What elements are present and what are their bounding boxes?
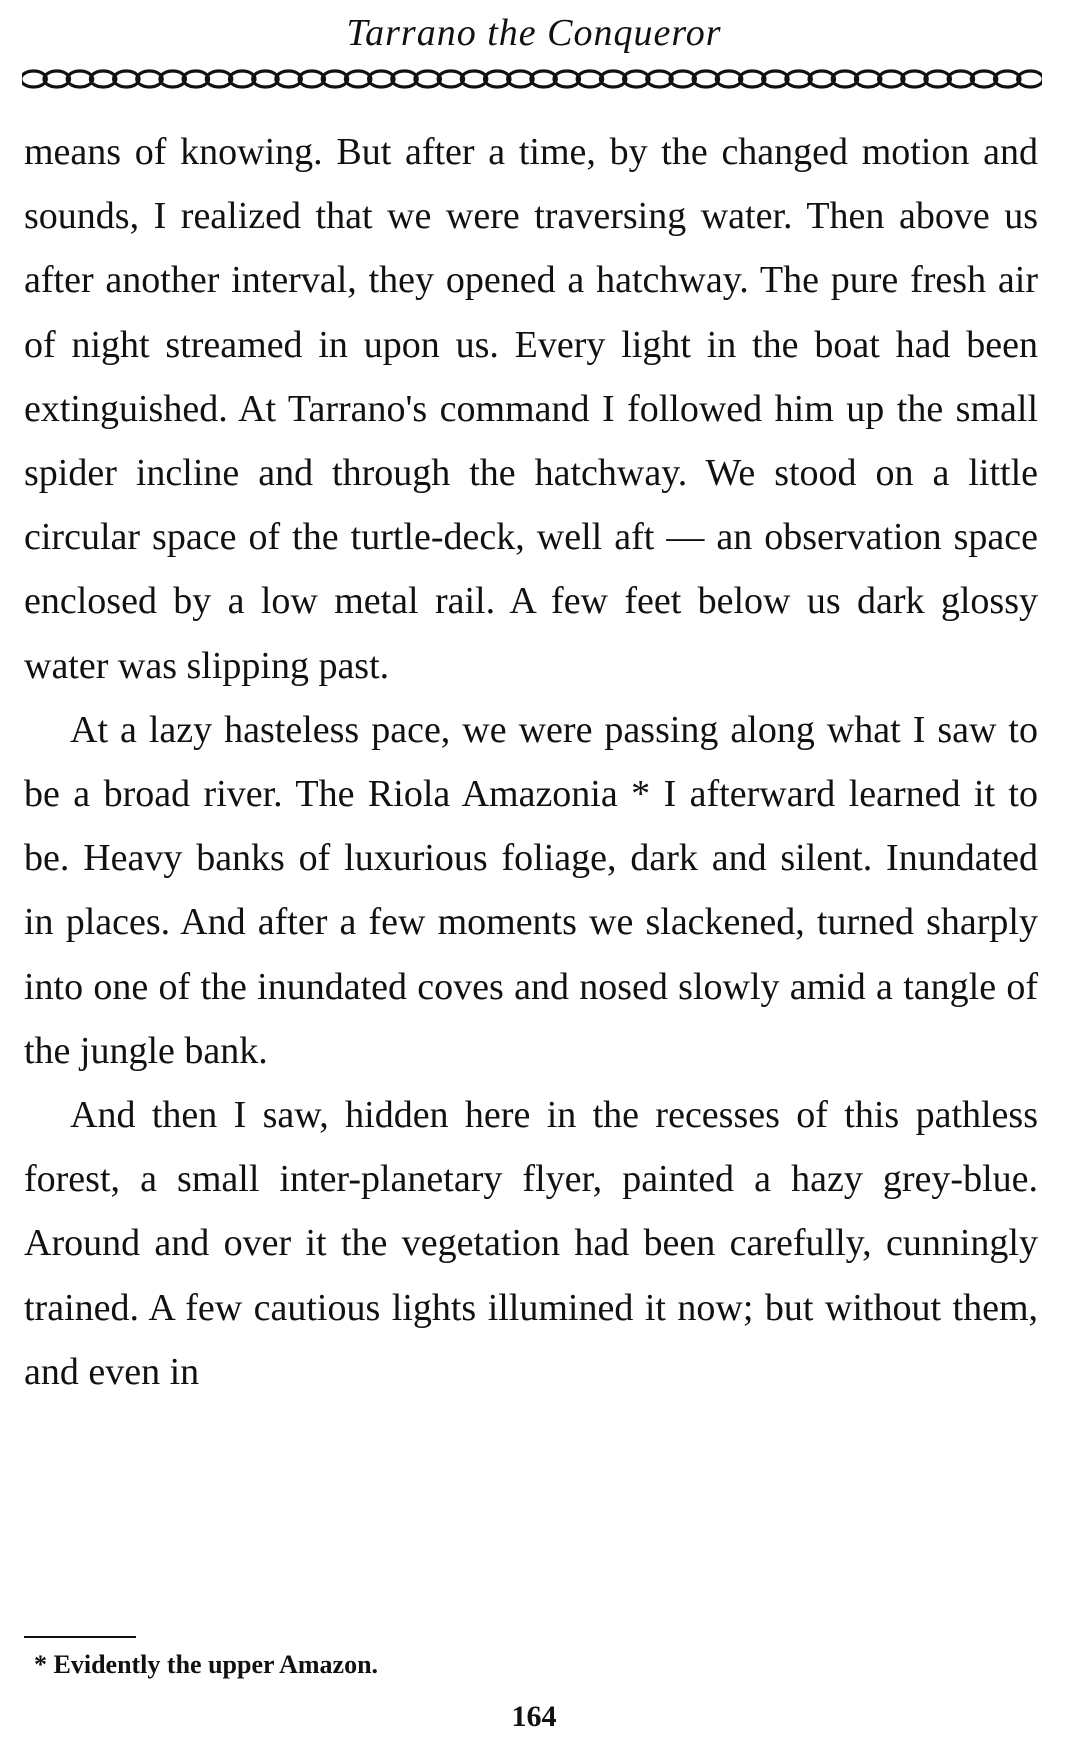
footnote-rule [24,1636,136,1638]
chain-ornament-rule [22,66,1042,92]
body-text [24,120,1038,1404]
running-title: Tarrano the Conqueror [346,12,722,54]
page-number: 164 [511,1700,557,1733]
footnote: * Evidently the upper Amazon. [34,1650,379,1679]
paragraph: And then I saw, hidden here in the recesses of this pathless forest, a small inter-planetary flyer, painted a hazy grey-blue. Around and over it the vegetation had been carefully, cunningly trained. A few cautious lights illumined it now; but without them, and even in [24,1094,1038,1393]
paragraph: At a lazy hasteless pace, we were passing along what I saw to be a broad river. The Riola Amazonia * I afterward learned it to be. Heavy banks of luxurious foliage, dark and silent. Inundated in places. And after a few moments we slackened, turned sharply into one of the inundated coves and nosed slowly amid a tangle of the jungle bank. [24,708,1038,1072]
paragraph-continued: means of knowing. But after a time, by the changed motion and sounds, I realized that we were traversing water. Then above us after another interval, they opened a hatchway. The pure fresh air of night streamed in upon us. Every light in the boat had been extinguished. At Tarrano's command I followed him up the small spider incline and through the hatchway. We stood on a little circular space of the turtle-deck, well aft — an observation space enclosed by a low metal rail. A few feet below us dark glossy water was slipping past. [24,131,1038,687]
